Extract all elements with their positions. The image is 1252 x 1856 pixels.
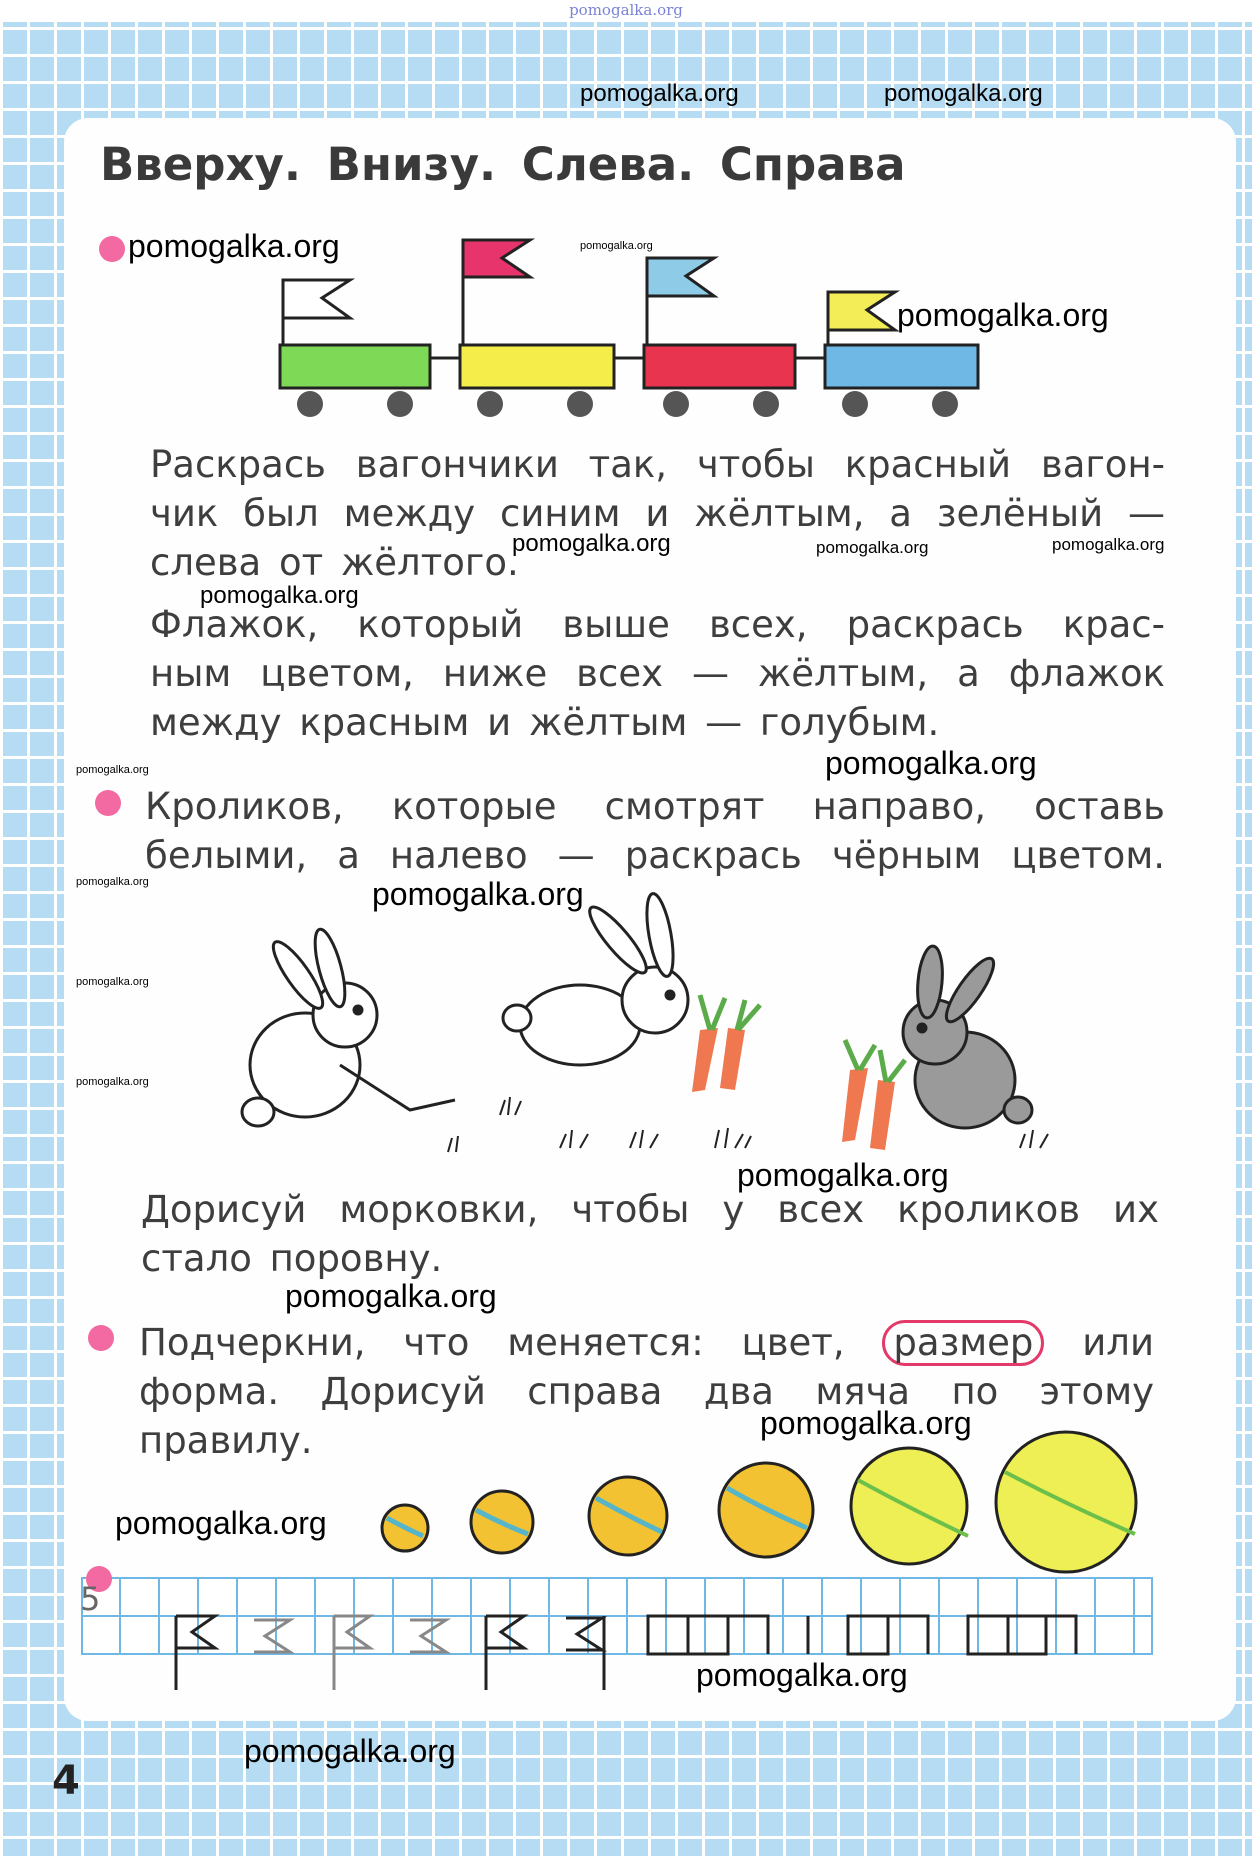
page-number: 4 bbox=[52, 1758, 80, 1804]
watermark[interactable]: pomogalka.org bbox=[244, 1733, 456, 1769]
train-car-4 bbox=[825, 345, 978, 388]
watermark[interactable]: pomogalka.org bbox=[897, 297, 1109, 333]
train-car-3 bbox=[644, 345, 795, 388]
watermark[interactable]: pomogalka.org bbox=[128, 228, 340, 264]
watermark[interactable]: pomogalka.org bbox=[76, 976, 149, 988]
watermark[interactable]: pomogalka.org bbox=[512, 530, 671, 557]
watermark[interactable]: pomogalka.org bbox=[696, 1657, 908, 1693]
train-car-2 bbox=[460, 345, 614, 388]
watermark[interactable]: pomogalka.org bbox=[760, 1405, 972, 1441]
watermark[interactable]: pomogalka.org bbox=[76, 764, 149, 776]
watermark[interactable]: pomogalka.org bbox=[76, 876, 149, 888]
watermark[interactable]: pomogalka.org bbox=[816, 538, 929, 557]
task-1b-text: Флажок, который выше всех, раскрась крас- ным цветом, ниже всех — жёлтым, а флажок между красным и жёлтым — голубым. bbox=[150, 603, 1165, 744]
watermark[interactable]: pomogalka.org bbox=[580, 80, 739, 107]
task-2-text: Кроликов, которые смотрят направо, оставь белыми, а налево — раскрась чёрным цветом. bbox=[145, 785, 1165, 877]
watermark[interactable]: pomogalka.org bbox=[372, 876, 584, 912]
flag-3 bbox=[647, 258, 714, 296]
rabbit-3 bbox=[903, 945, 1032, 1128]
pattern-row-number: 5 bbox=[80, 1580, 101, 1618]
watermark[interactable]: pomogalka.org bbox=[884, 80, 1043, 107]
task-3-text: Подчеркни, что меняется: цвет, размер или форма. Дорисуй справа два мяча по этому правилу. bbox=[139, 1321, 1154, 1462]
flag-1 bbox=[283, 280, 350, 318]
watermark[interactable]: pomogalka.org bbox=[737, 1157, 949, 1193]
page-title: Вверху. Внизу. Слева. Справа bbox=[100, 138, 906, 191]
rabbit-1 bbox=[242, 927, 455, 1126]
bullet-3 bbox=[88, 1325, 114, 1351]
watermark[interactable]: pomogalka.org bbox=[580, 240, 653, 252]
watermark[interactable]: pomogalka.org bbox=[825, 745, 1037, 781]
watermark[interactable]: pomogalka.org bbox=[285, 1278, 497, 1314]
flag-2 bbox=[463, 240, 530, 277]
rabbit-2 bbox=[503, 892, 688, 1065]
train-car-1 bbox=[280, 345, 430, 388]
watermark[interactable]: pomogalka.org bbox=[1052, 535, 1165, 554]
flag-4 bbox=[828, 292, 895, 330]
bullet-2 bbox=[95, 790, 121, 816]
task-2b-text: Дорисуй морковки, чтобы у всех кроликов их стало поровну. bbox=[141, 1188, 1159, 1280]
site-url-header[interactable]: pomogalka.org bbox=[569, 1, 683, 19]
bullet-1 bbox=[99, 236, 125, 262]
watermark[interactable]: pomogalka.org bbox=[200, 582, 359, 609]
watermark[interactable]: pomogalka.org bbox=[115, 1505, 327, 1541]
train-illustration bbox=[280, 240, 978, 417]
task-1-text: Раскрась вагончики так, чтобы красный вагон- чик был между синим и жёлтым, а зелёный — слева от жёлтого. bbox=[150, 443, 1165, 584]
carrots bbox=[692, 995, 905, 1150]
watermark[interactable]: pomogalka.org bbox=[76, 1076, 149, 1088]
circled-word: размер bbox=[882, 1320, 1044, 1366]
